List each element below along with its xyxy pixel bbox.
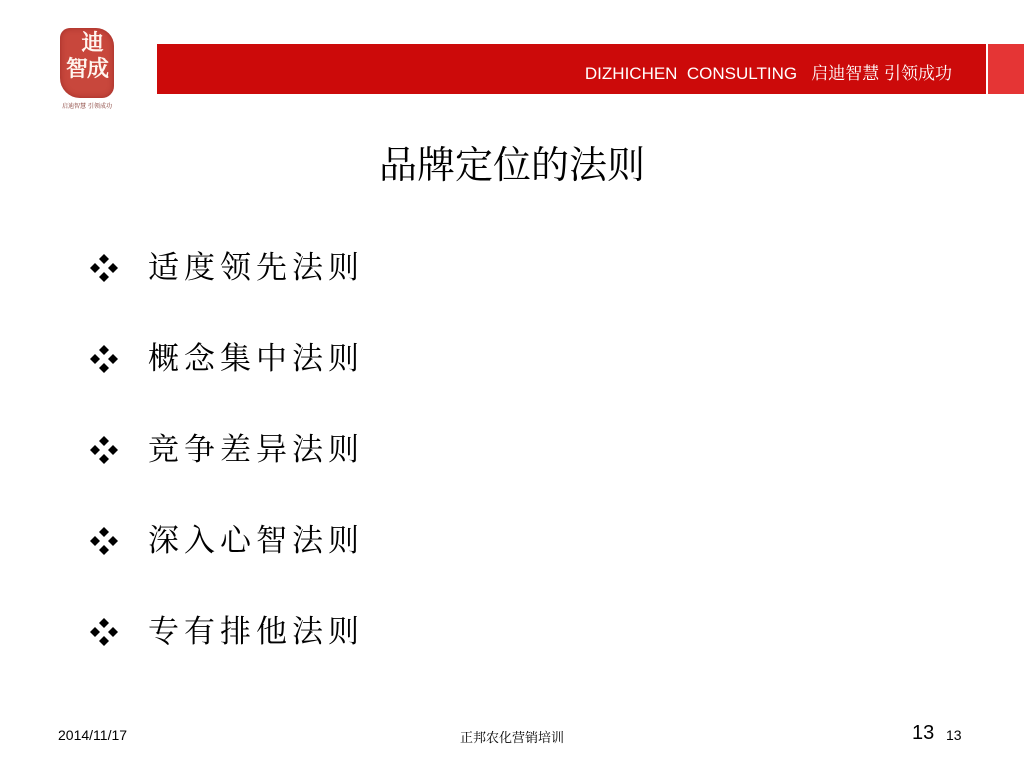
logo-seal-line1: 迪 bbox=[81, 30, 103, 56]
bullet-item bbox=[88, 519, 364, 610]
bullet-text: 适度领先法则 bbox=[148, 250, 364, 286]
bullet-text: 深入心智法则 bbox=[148, 523, 364, 559]
logo-seal-text bbox=[60, 30, 114, 82]
diamond-quad-bullet-icon bbox=[88, 525, 120, 557]
bullet-item bbox=[88, 337, 364, 428]
bullet-text: 专有排他法则 bbox=[148, 614, 364, 650]
diamond-quad-bullet-icon bbox=[88, 252, 120, 284]
header-text: DIZHICHEN CONSULTING 启迪智慧 引领成功 bbox=[584, 64, 952, 83]
bullet-item bbox=[88, 246, 364, 337]
header-bar bbox=[157, 44, 1024, 94]
bullet-list bbox=[88, 246, 364, 701]
page-number-small: 13 bbox=[946, 727, 962, 743]
bullet-item bbox=[88, 428, 364, 519]
bullet-text: 概念集中法则 bbox=[148, 341, 364, 377]
diamond-quad-bullet-icon bbox=[88, 616, 120, 648]
bullet-item bbox=[88, 610, 364, 701]
bullet-text: 竞争差异法则 bbox=[148, 432, 364, 468]
header-accent-block bbox=[986, 44, 1024, 94]
footer-center-text: 正邦农化营销培训 bbox=[459, 731, 564, 746]
footer-date: 2014/11/17 bbox=[58, 727, 128, 743]
company-logo bbox=[52, 24, 122, 114]
logo-seal-line2: 智成 bbox=[65, 56, 108, 82]
logo-tagline: 启迪智慧 引领成功 bbox=[62, 103, 112, 110]
diamond-quad-bullet-icon bbox=[88, 343, 120, 375]
diamond-quad-bullet-icon bbox=[88, 434, 120, 466]
page-number: 13 bbox=[912, 722, 935, 744]
slide-title: 品牌定位的法则 bbox=[378, 143, 645, 187]
